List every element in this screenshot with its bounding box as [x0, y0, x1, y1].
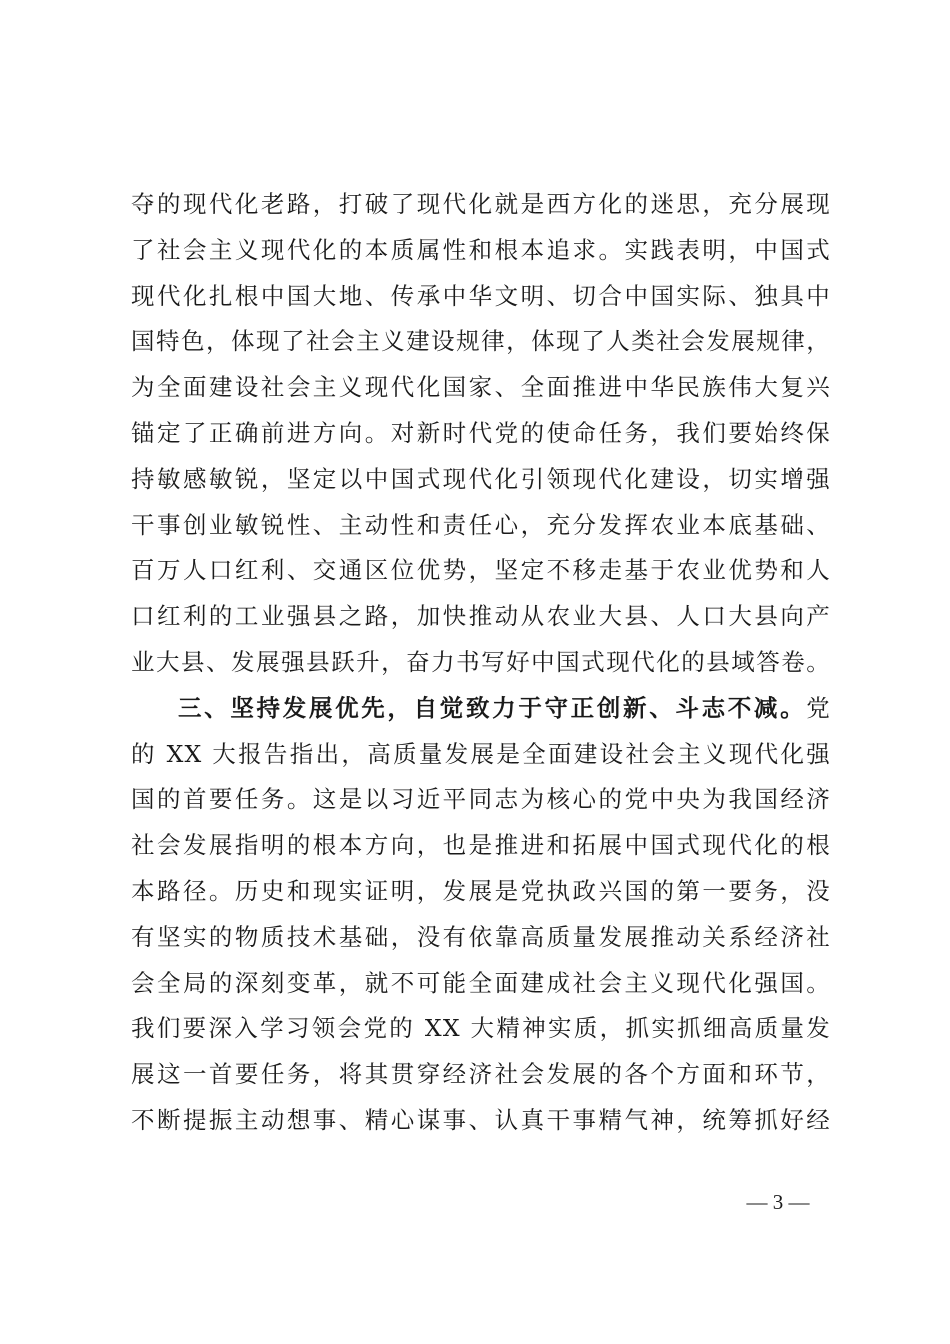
page-number: — 3 —: [746, 1190, 810, 1214]
text-line: 锚定了正确前进方向。对新时代党的使命任务，我们要始终保: [131, 418, 831, 447]
text-line: 夺的现代化老路，打破了现代化就是西方化的迷思，充分展现: [131, 190, 831, 218]
text-line: 持敏感敏锐，坚定以中国式现代化引领现代化建设，切实增强: [131, 464, 831, 493]
text-line: 口红利的工业强县之路，加快推动从农业大县、人口大县向产: [131, 602, 831, 631]
text-line: 展这一首要任务，将其贯穿经济社会发展的各个方面和环节，: [131, 1060, 831, 1089]
text-line: 业大县、发展强县跃升，奋力书写好中国式现代化的县域答卷。: [131, 647, 831, 676]
text-line: 的 XX 大报告指出，高质量发展是全面建设社会主义现代化强: [131, 739, 831, 768]
text-line: 有坚实的物质技术基础，没有依靠高质量发展推动关系经济社: [131, 922, 831, 951]
text-line: 百万人口红利、交通区位优势，坚定不移走基于农业优势和人: [131, 556, 831, 585]
text-line: 国的首要任务。这是以习近平同志为核心的党中央为我国经济: [131, 785, 831, 814]
section-heading-line: [131, 686, 831, 732]
text-line: 了社会主义现代化的本质属性和根本追求。实践表明，中国式: [131, 235, 831, 264]
section-heading: 三、坚持发展优先，自觉致力于守正创新、斗志不减。: [178, 693, 807, 722]
text-line: 国特色，体现了社会主义建设规律，体现了人类社会发展规律，: [131, 327, 831, 356]
body-text: [131, 182, 831, 1144]
text-line: 不断提振主动想事、精心谋事、认真干事精气神，统筹抓好经: [131, 1105, 831, 1134]
text-line: 社会发展指明的根本方向，也是推进和拓展中国式现代化的根: [131, 831, 831, 860]
text-line: 本路径。历史和现实证明，发展是党执政兴国的第一要务，没: [131, 876, 831, 905]
text-line: 干事创业敏锐性、主动性和责任心，充分发挥农业本底基础、: [131, 510, 831, 539]
text-line: 我们要深入学习领会党的 XX 大精神实质，抓实抓细高质量发: [131, 1014, 831, 1043]
heading-line-tail: 党: [806, 693, 831, 722]
text-line: 为全面建设社会主义现代化国家、全面推进中华民族伟大复兴: [131, 373, 831, 402]
text-line: 会全局的深刻变革，就不可能全面建成社会主义现代化强国。: [131, 968, 831, 997]
text-line: 现代化扎根中国大地、传承中华文明、切合中国实际、独具中: [131, 281, 831, 310]
